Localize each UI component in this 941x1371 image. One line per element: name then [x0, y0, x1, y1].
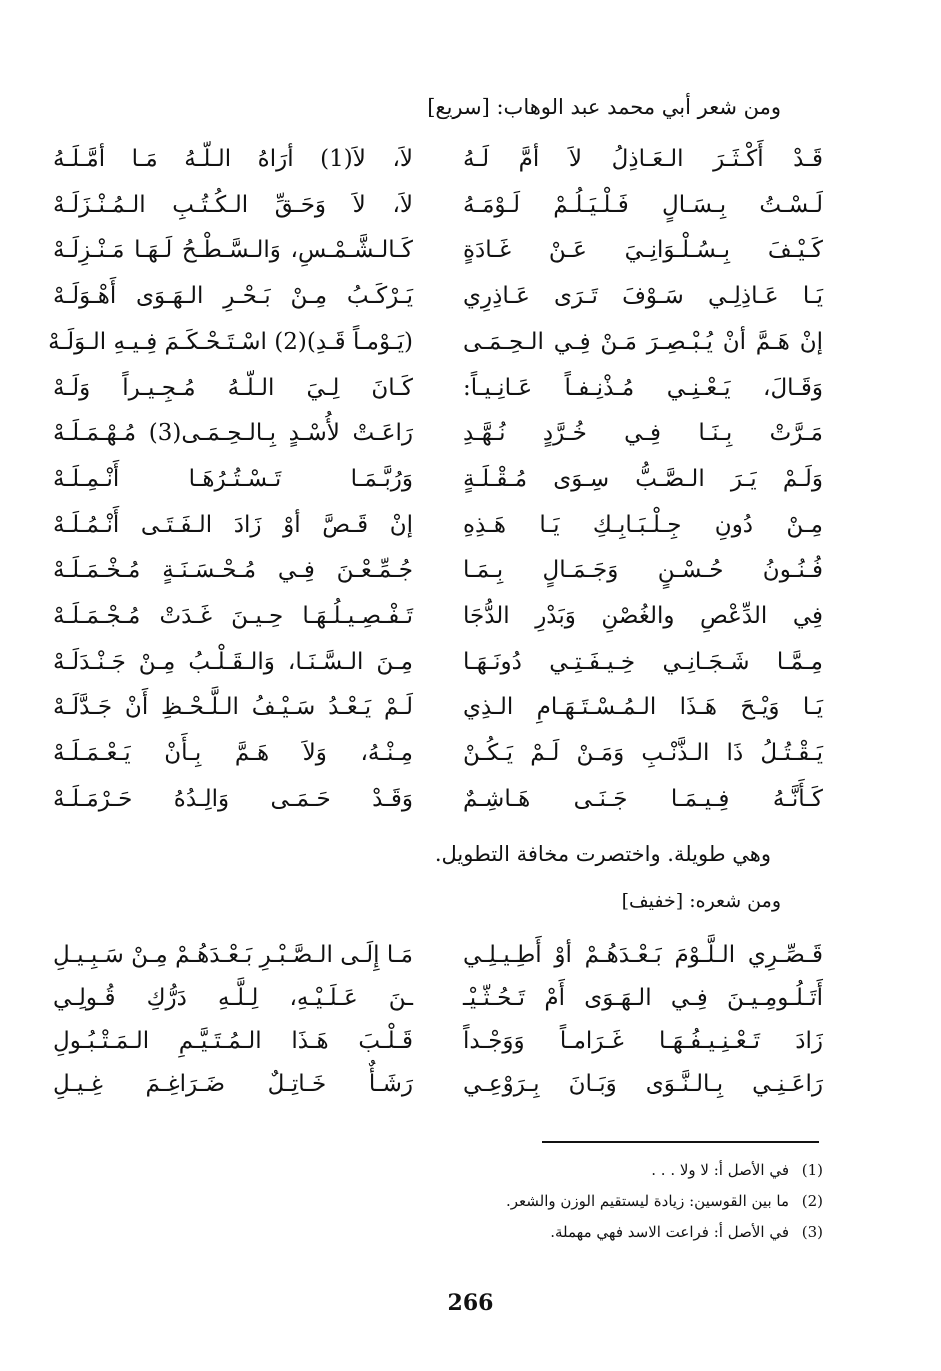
first-hemistich: يَـقْـتُـلُ ذَا الـذَّنْـبِ وَمَـنْ لَـمْ يَـكُـنْ [463, 740, 823, 767]
second-hemistich: رَشَـأٌ خَـاتِـلٌ ضَـرَاغِـمَ غِـيـلِ [53, 1071, 413, 1097]
verse-line [0, 460, 941, 500]
second-hemistich: جُـمِّـعْـنَ فِـي مُـحْـسَـنَـةٍ مُـخْـمَـلَـهْ [53, 557, 413, 584]
verse-line [0, 936, 941, 976]
footnote-number: (1) [801, 1161, 823, 1179]
verse-line [0, 780, 941, 820]
verse-line [0, 688, 941, 728]
first-hemistich: فُـنُـونُ حُـسْـنٍ وَجَـمَـالٍ بِـمَـا [463, 557, 823, 584]
first-hemistich: قَـدْ أَكْـثَـرَ الـعَـاذِلُ لاَ أمَّ لَـهُ [463, 146, 823, 172]
second-hemistich: مَـا إِلَـى الـصَّـبْـرِ بَـعْـدَهُـمْ مِـنْ سَـبِـيـلِ [53, 942, 413, 968]
second-hemistich: رَاعَـتْ لأُسْـدٍ بِـالـحِـمَـى(3) مُـهْـمَـلَـهْ [53, 420, 413, 447]
first-hemistich: مِـنْ دُونِ جِـلْـبَـابِـكِ يَـا هَـذِهِ [463, 511, 823, 538]
second-hemistich: قَـلْـبَ هَـذَا الـمُـتَـيَّـمِ الـمَـتْـبُـولِ [53, 1028, 413, 1054]
second-hemistich: يَـرْكَـبُ مِـنْ بَـحْـرِ الـهَـوَى أَهْـوَلَـهْ [53, 283, 413, 310]
verse-line [0, 597, 941, 637]
first-hemistich: أَتَـلُـومِـيـنَ فِـي الـهَـوَى أَمْ تَـحُـثّـيْـ [463, 985, 823, 1011]
verse-line [0, 414, 941, 454]
page-number: 266 [447, 1290, 494, 1316]
first-hemistich: وَلَـمْ يَـرَ الـصَّـبُّ سِـوَى مُـقْـلَـةٍ [463, 465, 823, 492]
first-hemistich: كَـيْـفَ بِـسُـلْـوَانِـيَ عَـنْ غَـادَةٍ [463, 237, 823, 264]
footnote-text: في الأصل أ: لا ولا . . . [651, 1161, 789, 1179]
second-hemistich: لاَ، لاَ وَحَـقِّ الـكُـتُـبِ الـمُـنْـزَلَـهْ [53, 191, 413, 218]
footnote [506, 1217, 823, 1248]
verse-line [0, 551, 941, 591]
footnote-number: (2) [801, 1192, 823, 1210]
first-hemistich: يَـا وَيْـحَ هَـذَا الـمُـسْـتَـهَـامِ الـذِي [463, 694, 823, 721]
first-hemistich: وَقَـالَ، يَـعْـنِـي مُـذْنِـفـاً عَـانِـيـاً: [463, 374, 823, 401]
second-hemistich: وَقَـدْ حَـمَـى وَالِـدُهُ حَـرْمَـلَـهْ [53, 785, 413, 812]
second-hemistich: إنْ قَـصَّ أوْ زَادَ الـفَـتَـى أَنْـمُـلَـهْ [53, 511, 413, 538]
first-hemistich: مَـرَّتْ بِـنَـا فِـي خُـرَّدٍ نُـهَّـدِ [463, 420, 823, 447]
footnotes [506, 1155, 823, 1248]
second-hemistich: ـنَ عَـلَـيْـهِ، لِـلَّـهِ دَرُّكِ قُـولِـي [53, 985, 413, 1011]
first-hemistich: فِي الدِّعْصِ والغُصْنِ وَبَدْرِ الدُّجَا [463, 603, 823, 629]
intro-line-2: ومن شعره: [خفيف] [621, 890, 781, 912]
first-hemistich: مِـمَّـا شَـجَـانِـي خِـيـفَـتِـي دُونَـهَـا [463, 648, 823, 675]
verse-line [0, 734, 941, 774]
second-hemistich: (يَـوْمـاً قَـدِ)(2) اسْـتَـحْـكَـمَ فِـيـهِ الـوَلَـهْ [48, 328, 413, 355]
first-hemistich: قَـصِّـرِي الـلَّـوْمَ بَـعْـدَهُـمْ أوْ أَطِـيـلِـي [463, 942, 823, 968]
verse-line [0, 1065, 941, 1105]
verse-line [0, 369, 941, 409]
second-hemistich: مِـنْـهُ، وَلاَ هَـمَّ بِـأَنْ يَـعْـمَـلَـهْ [53, 740, 413, 767]
footnote-number: (3) [801, 1223, 823, 1241]
poem-remark: وهي طويلة. واختصرت مخافة التطويل. [434, 842, 771, 866]
first-hemistich: إنْ هَـمَّ أنْ يُـبْـصِـرَ مَـنْ فِـي الـحِـمَـى [463, 328, 823, 355]
verse-line [0, 323, 941, 363]
verse-line [0, 140, 941, 180]
intro-line: ومن شعر أبي محمد عبد الوهاب: [سريع] [427, 95, 781, 119]
footnote-text: في الأصل أ: فراعت الاسد فهي مهملة. [550, 1223, 789, 1241]
second-hemistich: تَـفْـصِـيـلُـهَـا حِـيـنَ غَـدَتْ مُـجْـمَـلَـهْ [53, 603, 413, 629]
footnote-divider [542, 1141, 819, 1143]
verse-line [0, 506, 941, 546]
second-hemistich: وَرُبَّـمَـا تَـسْـتُـرُهَـا أَنْـمِـلَـهْ [53, 465, 413, 492]
first-hemistich: زَادَ تَـعْـنِـيـفُـهَـا غَـرَامـاً وَوَجْـداً [463, 1028, 823, 1054]
second-hemistich: لاَ، لاَ(1) أرَاهُ الـلّـهُ مَـا أمَّـلَـهُ [53, 146, 413, 172]
verse-line [0, 231, 941, 271]
verse-line [0, 979, 941, 1019]
footnote [506, 1186, 823, 1217]
first-hemistich: يَـا عَـاذِلِـي سَـوْفَ تَـرَى عَـاذِرِي [463, 283, 823, 310]
second-hemistich: لَـمْ يَـعْـدُ سَـيْـفُ الـلَّـحْـظِ أَنْ جَـدَّلَـهْ [53, 694, 413, 721]
verse-line [0, 643, 941, 683]
first-hemistich: كَـأَنَّـهُ فِـيـمَـا جَـنَـى هَـاشِـمٌ [463, 785, 823, 812]
verse-line [0, 277, 941, 317]
second-hemistich: مِـنَ الـسَّـنَـا، وَالـقَـلْـبُ مِـنْ جَـنْـدَلَـهْ [53, 648, 413, 675]
second-hemistich: كَـانَ لِـيَ الـلّـهُ مُـجِـيـراً وَلَـهْ [53, 374, 413, 401]
first-hemistich: لَـسْـتُ بِـسَـالٍ فَـلْـيَـلُـمْ لَـوْمَـهُ [463, 191, 823, 218]
footnote [506, 1155, 823, 1186]
verse-line [0, 1022, 941, 1062]
footnote-text: ما بين القوسين: زيادة ليستقيم الوزن والشعر. [506, 1192, 789, 1210]
verse-line [0, 186, 941, 226]
first-hemistich: رَاعَـنِـي بِـالـنَّـوَى وَبَـانَ بِـرَوْعِـي [463, 1071, 823, 1097]
second-hemistich: كَـالـشَّـمْـسِ، وَالـسَّـطْـحُ لَـهَـا مَـنْـزِلَـهْ [53, 237, 413, 264]
